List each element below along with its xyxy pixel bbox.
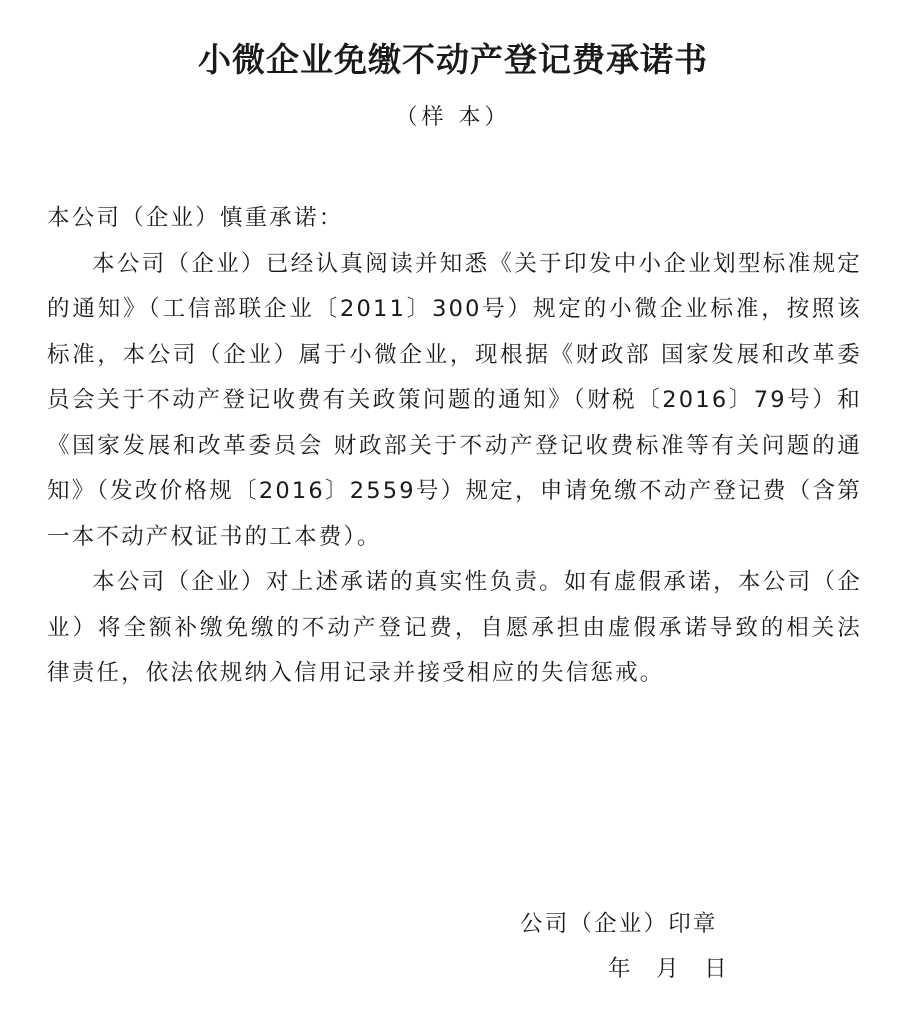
document-title: 小微企业免缴不动产登记费承诺书 bbox=[198, 40, 708, 79]
seal-label: 公司（企业）印章 bbox=[520, 911, 718, 937]
document-subtitle: （样 本） bbox=[395, 105, 511, 130]
paragraph-commitment: 本公司（企业）已经认真阅读并知悉《关于印发中小企业划型标准规定的通知》（工信部联企业〔2011〕300号）规定的小微企业标准，按照该标准，本公司（企业）属于小微企业，现根据《财政部 国家发展和改革委员会关于不动产登记收费有关政策问题的通知》（财税〔2016〕79号）和《国家发展和改革委员会 财政部关于不动产登记收费标准等有关问题的通知》（发改价格规〔2016〕2559号）规定，申请免缴不动产登记费（含第一本不动产权证书的工本费）。 bbox=[47, 250, 862, 550]
document-body bbox=[47, 196, 862, 697]
signature-block bbox=[520, 902, 780, 992]
salutation: 本公司（企业）慎重承诺： bbox=[47, 205, 344, 231]
paragraph-responsibility: 本公司（企业）对上述承诺的真实性负责。如有虚假承诺，本公司（企业）将全额补缴免缴的不动产登记费，自愿承担由虚假承诺导致的相关法律责任，依法依规纳入信用记录并接受相应的失信惩戒。 bbox=[47, 569, 862, 686]
date-label: 年 月 日 bbox=[608, 956, 729, 982]
